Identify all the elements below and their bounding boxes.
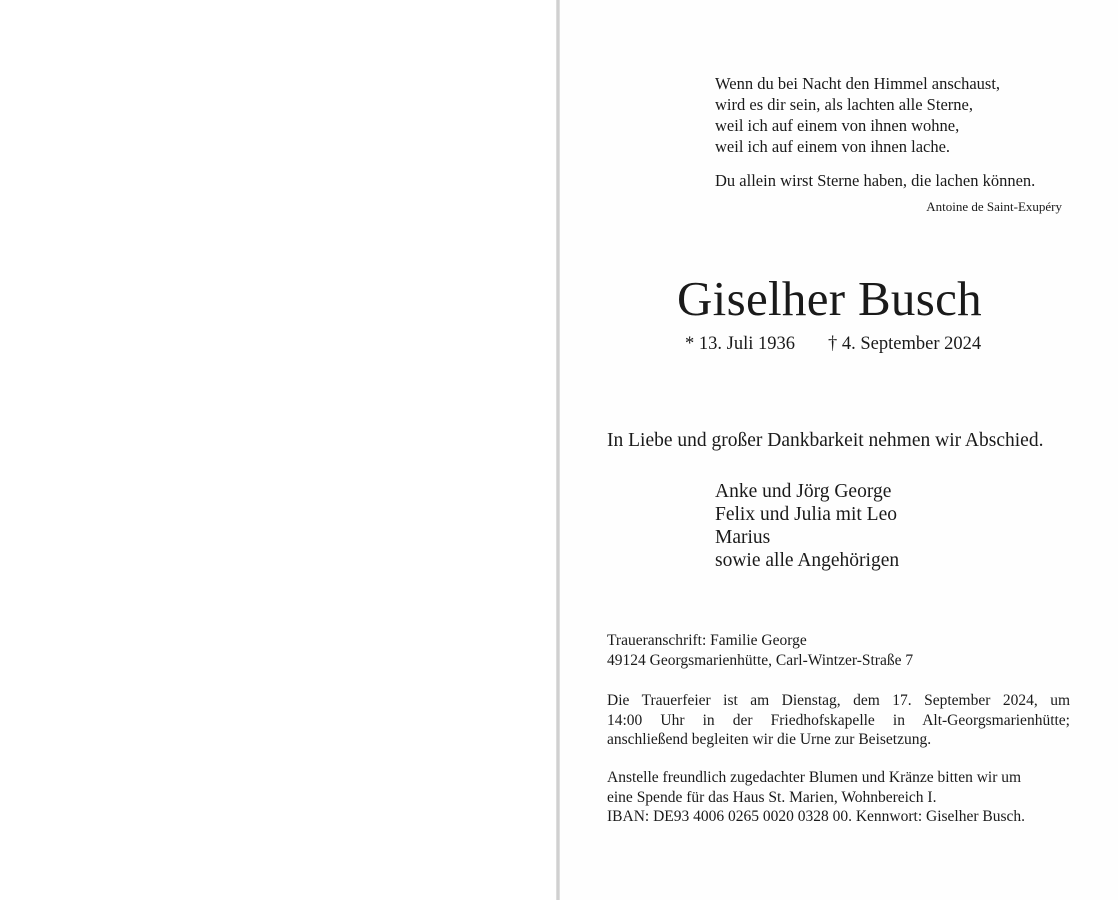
mourner-line: Anke und Jörg George	[715, 481, 892, 502]
death-date: † 4. September 2024	[828, 334, 982, 354]
mourning-address-line: 49124 Georgsmarienhütte, Carl-Wintzer-Straße 7	[607, 652, 914, 669]
ceremony-line: Die Trauerfeier ist am Dienstag, dem 17. September 2024, um	[607, 692, 1070, 709]
left-blank-page	[0, 0, 556, 900]
ceremony-line: 14:00 Uhr in der Friedhofskapelle in Alt-Georgsmarienhütte;	[607, 711, 1070, 729]
right-page	[560, 0, 1118, 900]
mourner-line: sowie alle Angehörigen	[715, 550, 900, 571]
poem-line: wird es dir sein, als lachten alle Sterne,	[715, 95, 973, 114]
poem-author: Antoine de Saint-Exupéry	[926, 199, 1062, 214]
mourning-address-line: Traueranschrift: Familie George	[607, 632, 807, 649]
donation-line: IBAN: DE93 4006 0265 0020 0328 00. Kennwort: Giselher Busch.	[607, 808, 1026, 825]
poem-line: weil ich auf einem von ihnen lache.	[715, 137, 951, 156]
poem-line: weil ich auf einem von ihnen wohne,	[715, 116, 960, 135]
mourner-line: Marius	[715, 527, 771, 548]
ceremony-line: anschließend begleiten wir die Urne zur Beisetzung.	[607, 731, 932, 748]
deceased-name: Giselher Busch	[677, 271, 982, 326]
donation-line: eine Spende für das Haus St. Marien, Wohnbereich I.	[607, 789, 937, 806]
birth-date: * 13. Juli 1936	[685, 334, 795, 354]
mourner-line: Felix und Julia mit Leo	[715, 504, 897, 525]
ceremony-paragraph	[607, 691, 1070, 750]
poem-closing-line: Du allein wirst Sterne haben, die lachen können.	[715, 171, 1036, 190]
poem-line: Wenn du bei Nacht den Himmel anschaust,	[715, 74, 1001, 93]
donation-line: Anstelle freundlich zugedachter Blumen und Kränze bitten wir um	[607, 769, 1022, 786]
farewell-text: In Liebe und großer Dankbarkeit nehmen wir Abschied.	[607, 430, 1044, 451]
